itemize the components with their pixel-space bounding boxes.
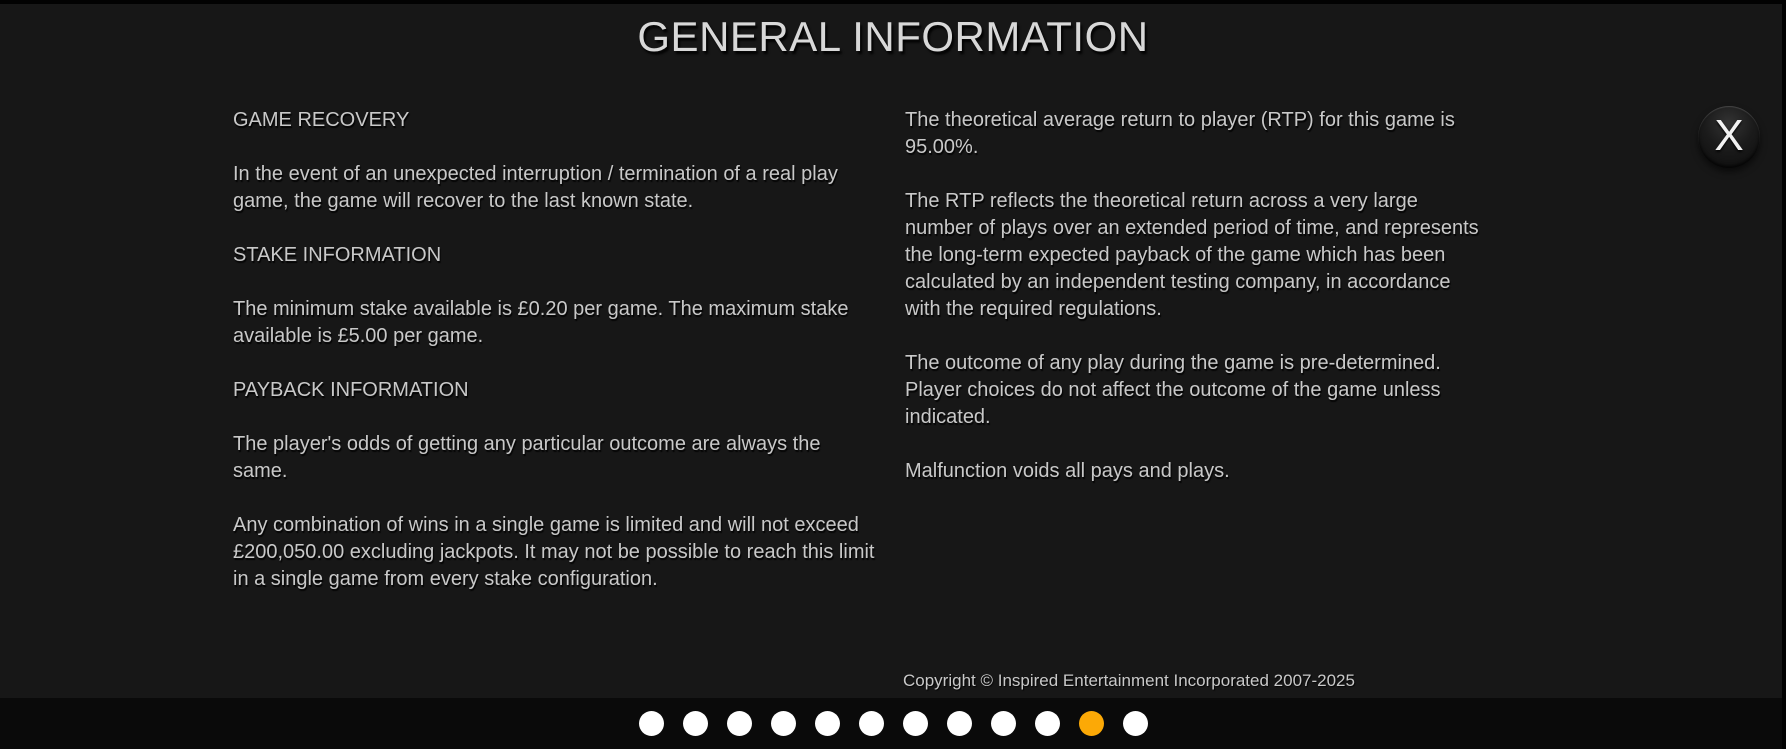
info-paragraph: The RTP reflects the theoretical return across a very large number of plays over an extended period of time, and represents the long-term expected payback of the game which has been calculated by an independent testing company, in accordance with the required regulations. [905,190,1479,320]
page-dots-bar [0,698,1786,749]
section-heading: STAKE INFORMATION [233,244,442,266]
right-edge-strip [1782,0,1786,749]
page-dot[interactable] [639,711,664,736]
page-dot[interactable] [991,711,1016,736]
info-paragraph: In the event of an unexpected interruption / termination of a real play game, the game will recover to the last known state. [233,163,838,212]
page-dot[interactable] [683,711,708,736]
page-dot[interactable] [1035,711,1060,736]
section-heading: PAYBACK INFORMATION [233,379,469,401]
page-dot[interactable] [727,711,752,736]
page-dot[interactable] [771,711,796,736]
page-dot[interactable] [859,711,884,736]
info-paragraph: The minimum stake available is £0.20 per game. The maximum stake available is £5.00 per game. [233,298,849,347]
info-paragraph: The player's odds of getting any particular outcome are always the same. [233,433,821,482]
close-button[interactable] [1698,106,1760,168]
page-title: GENERAL INFORMATION [637,13,1149,60]
page-dot[interactable] [947,711,972,736]
page-dot[interactable] [903,711,928,736]
section-heading: GAME RECOVERY [233,109,410,131]
info-column-left [233,107,878,620]
info-paragraph: The outcome of any play during the game is pre-determined. Player choices do not affect the outcome of the game unless indicated. [905,352,1441,428]
copyright-notice: Copyright © Inspired Entertainment Incorporated 2007-2025 [903,671,1355,690]
info-paragraph: The theoretical average return to player (RTP) for this game is 95.00%. [905,109,1455,158]
info-column-right [905,107,1485,512]
info-paragraph: Any combination of wins in a single game is limited and will not exceed £200,050.00 excluding jackpots. It may not be possible to reach this limit in a single game from every stake configuration. [233,514,875,590]
page-dot[interactable] [815,711,840,736]
top-edge-strip [0,0,1786,4]
page-dot-active[interactable] [1079,711,1104,736]
page-dot[interactable] [1123,711,1148,736]
close-icon: X [1714,111,1744,160]
info-paragraph: Malfunction voids all pays and plays. [905,460,1230,482]
